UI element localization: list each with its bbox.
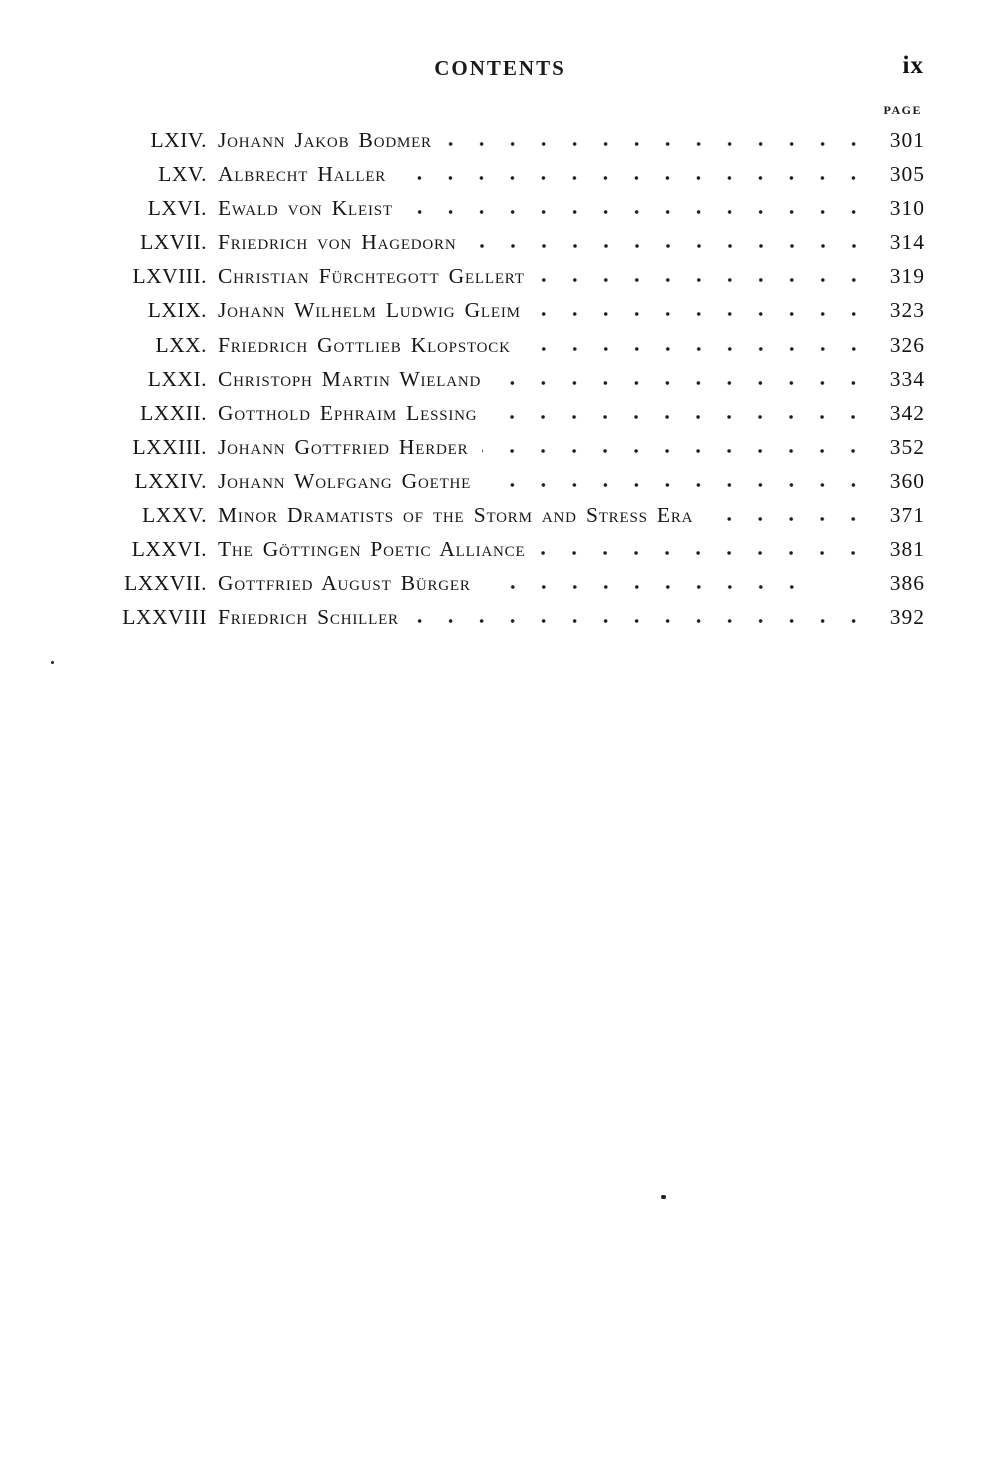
chapter-page-number: 326 [889, 332, 925, 357]
dot-leader [535, 311, 871, 317]
chapter-numeral: LXXI. [147, 366, 207, 391]
toc-entry [85, 128, 925, 162]
ink-speck [51, 661, 54, 664]
chapter-page-number: 352 [889, 434, 925, 459]
toc-entry [85, 469, 925, 503]
dot-leader [413, 618, 871, 624]
chapter-page-number: 334 [889, 366, 925, 391]
chapter-title: Johann Gottfried Herder [218, 434, 469, 459]
table-of-contents [85, 128, 925, 639]
chapter-title: Friedrich von Hagedorn [218, 230, 457, 255]
chapter-numeral: LXXII. [140, 400, 207, 425]
chapter-page-number: 301 [889, 128, 925, 152]
chapter-title: Christoph Martin Wieland [218, 366, 482, 391]
toc-entry [85, 298, 925, 332]
chapter-page-number: 371 [889, 503, 925, 528]
chapter-title: The Göttingen Poetic Alliance [218, 537, 526, 562]
dot-leader [707, 516, 871, 522]
chapter-page-number: 381 [889, 537, 925, 562]
chapter-numeral: LXXVI. [131, 537, 207, 562]
dot-leader [491, 414, 871, 420]
chapter-title: Gotthold Ephraim Lessing [218, 400, 478, 425]
chapter-page-number: 305 [889, 162, 925, 187]
chapter-page-number: 342 [889, 400, 925, 425]
chapter-numeral: LXXVIII [122, 605, 207, 630]
chapter-page-number: 323 [889, 298, 925, 323]
chapter-numeral: LXVII. [140, 230, 207, 255]
dot-leader [485, 584, 809, 590]
toc-entry [85, 367, 925, 401]
chapter-title: Minor Dramatists of the Storm and Stress Era [218, 503, 694, 528]
toc-entry [85, 196, 925, 230]
chapter-numeral: LXXIV. [134, 468, 207, 493]
toc-entry [85, 435, 925, 469]
chapter-numeral: LXIV. [150, 128, 207, 152]
chapter-numeral: LXVI. [147, 196, 207, 221]
toc-entry [85, 503, 925, 537]
chapter-numeral: LXXIII. [132, 434, 207, 459]
dot-leader [446, 141, 871, 147]
dot-leader [407, 209, 871, 215]
dot-leader [471, 243, 872, 249]
dot-leader [539, 550, 871, 556]
running-head [0, 52, 1000, 84]
toc-entry [85, 333, 925, 367]
chapter-page-number: 386 [889, 571, 925, 596]
chapter-page-number: 392 [889, 605, 925, 630]
chapter-numeral: LXXV. [142, 503, 207, 528]
toc-entry [85, 537, 925, 571]
chapter-numeral: LXVIII. [132, 264, 207, 289]
chapter-page-number: 319 [889, 264, 925, 289]
chapter-page-number: 360 [889, 468, 925, 493]
folio-number: ix [902, 52, 924, 79]
chapter-title: Johann Jakob Bodmer [218, 128, 432, 152]
toc-entry [85, 605, 925, 639]
chapter-numeral: LXXVII. [124, 571, 207, 596]
chapter-title: Friedrich Schiller [218, 605, 399, 630]
chapter-title: Ewald von Kleist [218, 196, 393, 221]
chapter-numeral: LXIX. [147, 298, 207, 323]
toc-entry [85, 230, 925, 264]
toc-entry [85, 571, 925, 605]
dot-leader [482, 448, 871, 454]
page-column-label: PAGE [883, 103, 922, 117]
dot-leader [539, 277, 871, 283]
toc-entry [85, 401, 925, 435]
toc-entry [85, 264, 925, 298]
chapter-page-number: 314 [889, 230, 925, 255]
dot-leader [495, 380, 871, 386]
chapter-title: Johann Wolfgang Goethe [218, 468, 472, 493]
dot-leader [400, 175, 871, 181]
chapter-title: Gottfried August Bürger [218, 571, 471, 596]
dot-leader [525, 346, 871, 352]
chapter-page-number: 310 [889, 196, 925, 221]
chapter-title: Johann Wilhelm Ludwig Gleim [218, 298, 521, 323]
page-title: CONTENTS [434, 56, 566, 80]
dot-leader [485, 482, 871, 488]
toc-entry [85, 162, 925, 196]
chapter-numeral: LXV. [158, 162, 207, 187]
chapter-title: Christian Fürchtegott Gellert [218, 264, 525, 289]
chapter-numeral: LXX. [155, 332, 207, 357]
chapter-title: Albrecht Haller [218, 162, 387, 187]
ink-speck [661, 1195, 666, 1199]
chapter-title: Friedrich Gottlieb Klopstock [218, 332, 511, 357]
